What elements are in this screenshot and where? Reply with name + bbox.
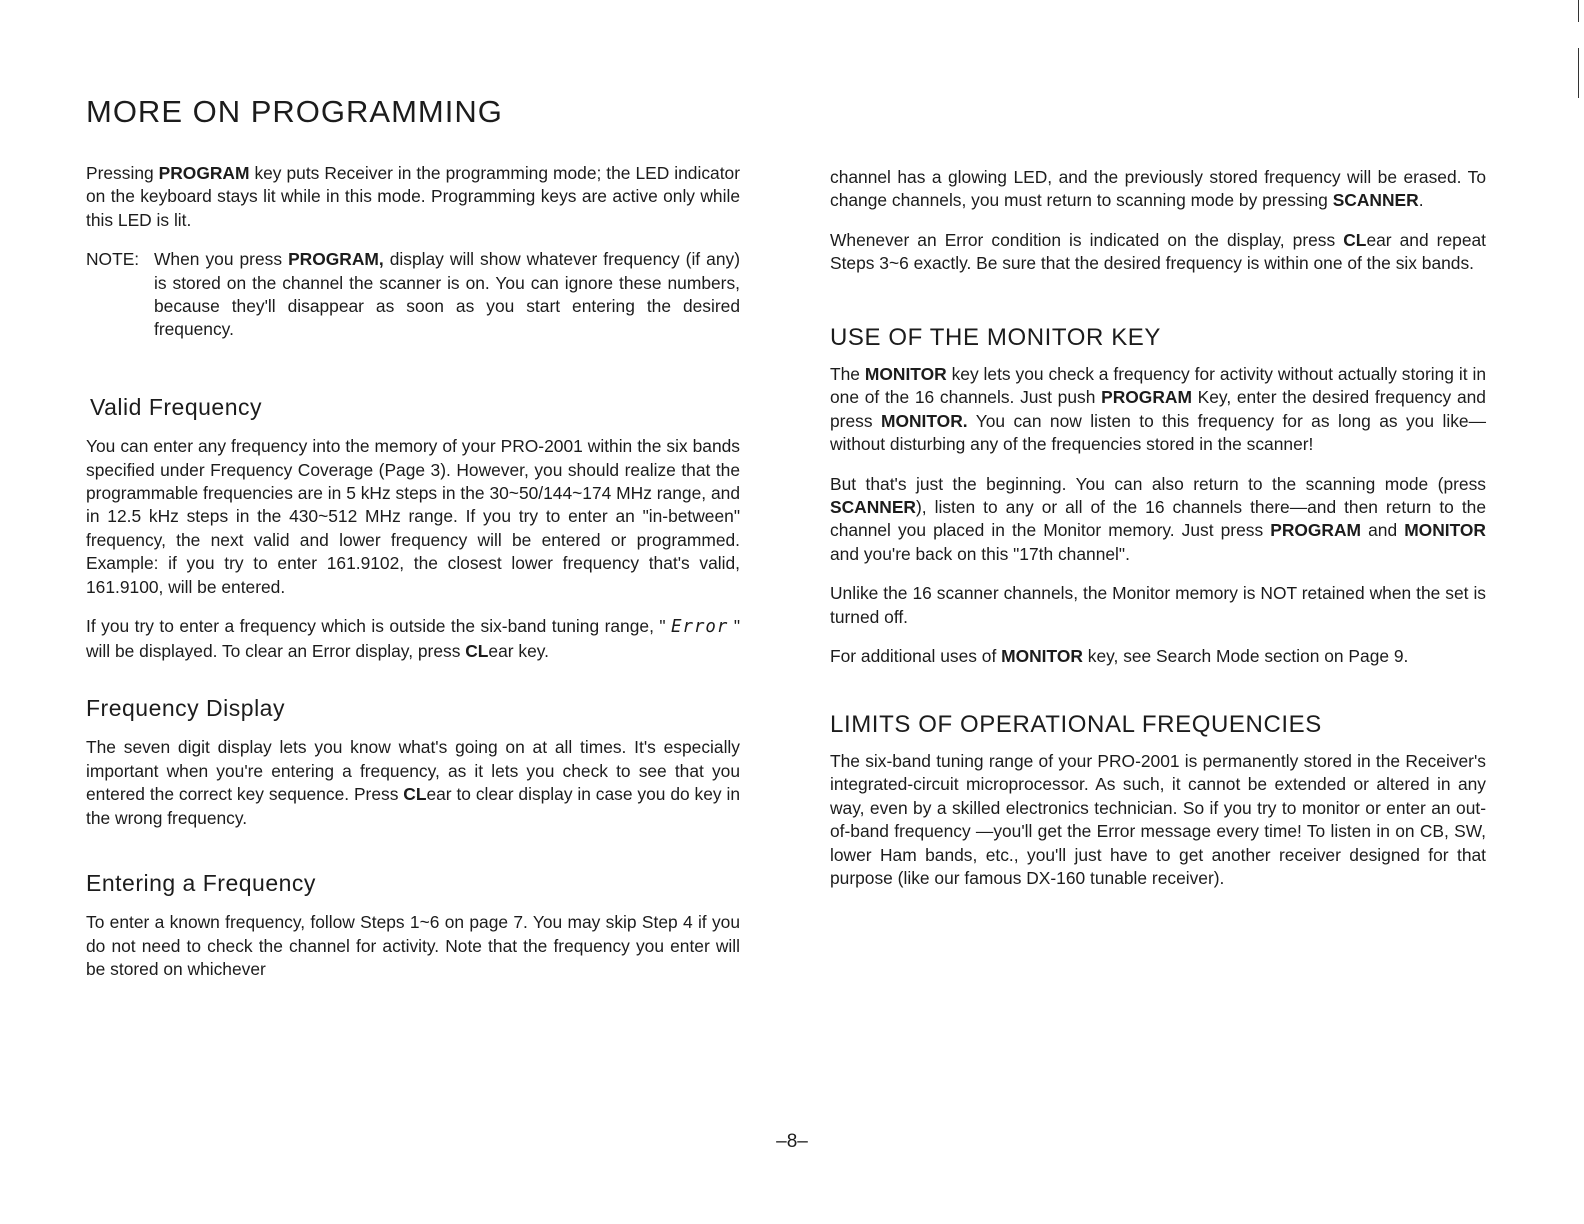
additional-uses-paragraph — [830, 645, 1486, 668]
key-name: PROGRAM — [158, 163, 250, 183]
error-display-text: Error — [671, 617, 729, 638]
text-run: . — [1418, 190, 1424, 211]
text-run: ear to clear display in case you do key in the wrong frequency. — [86, 784, 740, 828]
text-run: The seven digit display lets you know what's going on at all times. It's especially important when you're entering a frequency, as it lets you check to see that you entered the correct key sequence. Press — [86, 737, 740, 805]
key-name: PROGRAM — [1270, 520, 1362, 541]
page-number: –8– — [776, 1131, 808, 1152]
text-run: But that's just the beginning. You can also return to the scanning mode (press — [830, 473, 1486, 494]
valid-frequency-heading: Valid Frequency — [90, 393, 262, 420]
key-name: CL — [1343, 229, 1367, 250]
text-run: key puts Receiver in the programming mode; the LED indicator on the keyboard stays lit while in this mode. Programming keys are active only while this LED is lit. — [86, 163, 740, 230]
entering-frequency-paragraph: To enter a known frequency, follow Steps 1~6 on page 7. You may skip Step 4 if you do not need to check the channel for activity. Note that the frequency you enter will be stored on whichever — [86, 912, 740, 980]
text-run: key lets you check a frequency for activity without actually storing it in one of the 16 channels. Just push — [830, 364, 1486, 408]
text-run: Key, enter the desired frequency and press — [830, 387, 1486, 431]
key-name: SCANNER — [1332, 190, 1419, 211]
intro-paragraph — [86, 162, 740, 232]
note-label: NOTE: — [86, 249, 140, 270]
key-name: SCANNER — [830, 497, 916, 518]
note-text — [154, 248, 740, 342]
text-run: If you try to enter a frequency which is outside the six-band tuning range, " — [86, 616, 671, 637]
text-run: and — [1361, 520, 1405, 541]
text-run: display will show whatever frequency (if any) is stored on the channel the scanner is on. You can ignore these numbers, because they'll disappear as soon as you start entering the desired frequency. — [154, 249, 740, 340]
scan-edge-mark — [1578, 0, 1579, 22]
text-run: ), listen to any or all of the 16 channels there—and then return to the channel you placed in the Monitor memory. Just press — [830, 497, 1486, 541]
text-run: and you're back on this "17th channel". — [830, 543, 1130, 564]
monitor-memory-paragraph: Unlike the 16 scanner channels, the Monitor memory is NOT retained when the set is turned off. — [830, 583, 1486, 627]
text-run: " will be displayed. To clear an Error display, press — [86, 616, 740, 661]
text-run: The — [830, 364, 865, 385]
text-run: channel has a glowing LED, and the previously stored frequency will be erased. To change channels, you must return to scanning mode by pressing — [830, 167, 1486, 211]
frequency-display-heading: Frequency Display — [86, 694, 285, 721]
key-name: MONITOR — [1001, 646, 1083, 667]
text-run: Pressing — [86, 163, 159, 183]
note-block — [86, 248, 740, 342]
monitor-key-heading: USE OF THE MONITOR KEY — [830, 323, 1162, 351]
channel-paragraph — [830, 166, 1486, 213]
key-name: MONITOR — [864, 364, 947, 385]
key-name: CL — [403, 784, 427, 805]
text-run: Whenever an Error condition is indicated on the display, press — [830, 229, 1344, 250]
error-condition-paragraph — [830, 229, 1486, 276]
text-run: key, see Search Mode section on Page 9. — [1082, 646, 1409, 667]
frequency-display-paragraph — [86, 736, 740, 830]
right-column — [830, 166, 1486, 906]
text-run: For additional uses of — [830, 646, 1002, 667]
entering-frequency-heading: Entering a Frequency — [86, 869, 316, 896]
key-name: CL — [465, 640, 489, 661]
page-title: MORE ON PROGRAMMING — [86, 94, 503, 129]
valid-frequency-paragraph: You can enter any frequency into the memory of your PRO-2001 within the six bands specified under Frequency Coverage (Page 3). However, you should realize that the programmable frequencies are in 5 kHz steps in the 30~50/144~174 MHz range, and in 12.5 kHz steps in the 430~512 MHz range. If you try to enter an "in-between" frequency, the next valid and lower frequency will be entered or programmed. Example: if you try to enter 161.9102, the closest lower frequency that's valid, 161.9100, will be entered. — [86, 436, 740, 597]
key-name: MONITOR — [1404, 520, 1486, 541]
text-run: ear key. — [488, 640, 549, 661]
key-name: PROGRAM — [1101, 387, 1192, 408]
text-run: When you press — [154, 249, 289, 270]
scanning-mode-paragraph — [830, 473, 1486, 567]
out-of-range-paragraph — [86, 615, 740, 663]
key-name: MONITOR. — [880, 410, 968, 431]
text-run: You can now listen to this frequency for as long as you like—without disturbing any of the frequencies stored in the scanner! — [830, 410, 1486, 455]
key-name: PROGRAM, — [288, 249, 384, 270]
text-run: ear and repeat Steps 3~6 exactly. Be sure that the desired frequency is within one of the six bands. — [830, 229, 1486, 274]
limits-heading: LIMITS OF OPERATIONAL FREQUENCIES — [830, 710, 1322, 738]
left-column — [86, 162, 740, 998]
monitor-key-paragraph — [830, 363, 1486, 457]
limits-paragraph: The six-band tuning range of your PRO-2001 is permanently stored in the Receiver's integrated-circuit microprocessor. As such, it cannot be extended or altered in any way, even by a skilled electronics technician. So if you try to monitor or enter an out-of-band frequency —you'll get the Error message every time! To listen in on CB, SW, lower Ham bands, etc., you'll just have to get another receiver designed for that purpose (like our famous DX-160 tunable receiver). — [830, 750, 1486, 888]
scan-edge-mark — [1578, 48, 1579, 98]
